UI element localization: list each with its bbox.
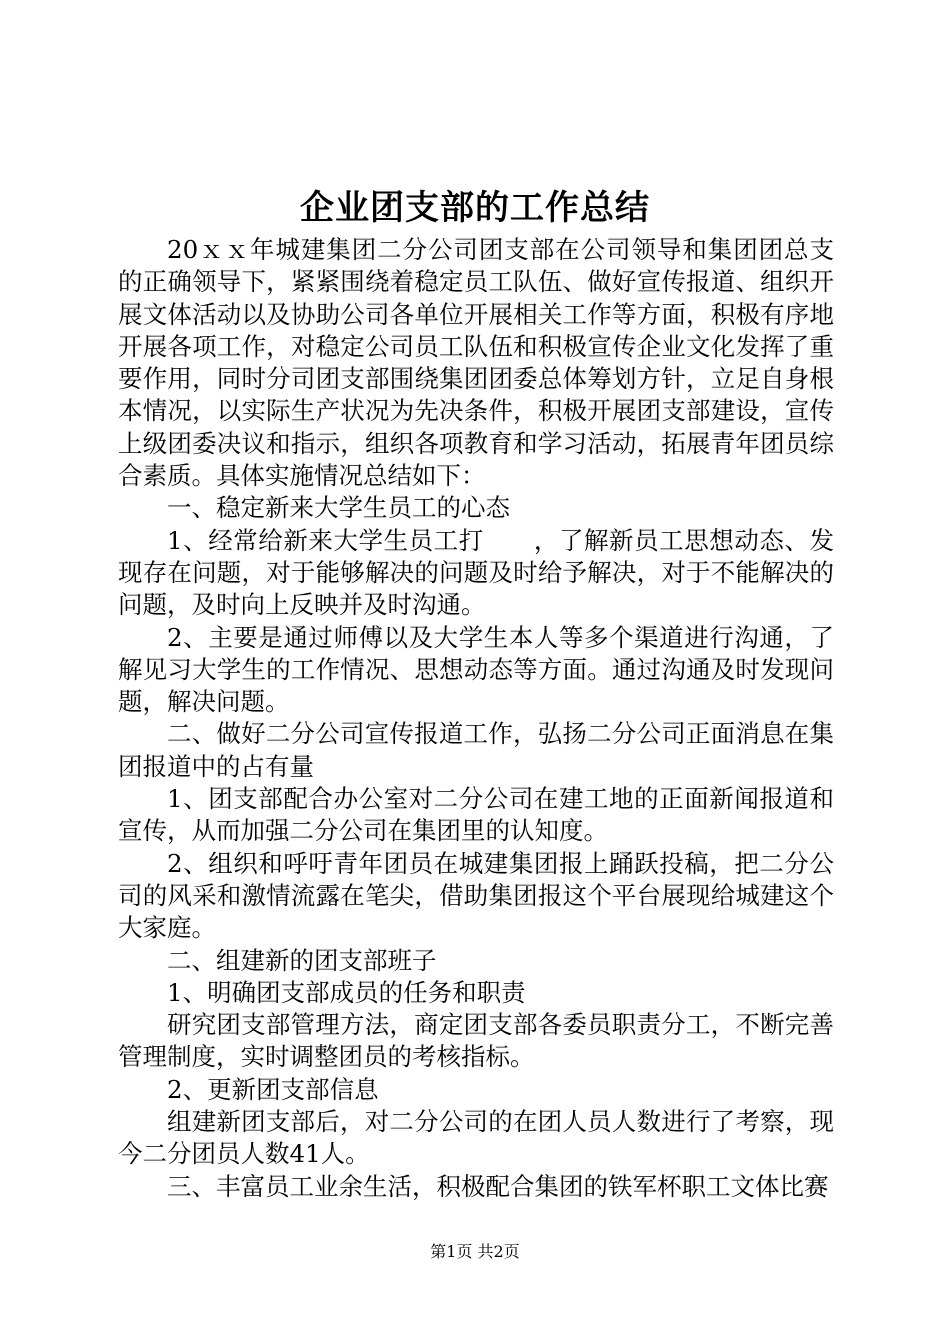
paragraph-2-2: 2、组织和呼吁青年团员在城建集团报上踊跃投稿，把二分公司的风采和激情流露在笔尖，借助集团报这个平台展现给城建这个大家庭。 <box>118 848 834 943</box>
document-title: 企业团支部的工作总结 <box>300 188 650 228</box>
paragraph-2-1: 1、团支部配合办公室对二分公司在建工地的正面新闻报道和宣传，从而加强二分公司在集团里的认知度。 <box>118 784 834 846</box>
subheading-3-2: 2、更新团支部信息 <box>167 1074 379 1104</box>
paragraph-3-1: 研究团支部管理方法，商定团支部各委员职责分工，不断完善管理制度，实时调整团员的考核指标。 <box>118 1010 834 1072</box>
paragraph-1-2: 2、主要是通过师傅以及大学生本人等多个渠道进行沟通，了解见习大学生的工作情况、思想动态等方面。通过沟通及时发现问题，解决问题。 <box>118 622 834 717</box>
section-heading-4: 三、丰富员工业余生活，积极配合集团的铁军杯职工文体比赛 <box>167 1171 829 1201</box>
section-heading-2: 二、做好二分公司宣传报道工作，弘扬二分公司正面消息在集团报道中的占有量 <box>118 719 834 781</box>
paragraph-intro: 20ｘｘ年城建集团二分公司团支部在公司领导和集团团总支的正确领导下，紧紧围绕着稳定员工队伍、做好宣传报道、组织开展文体活动以及协助公司各单位开展相关工作等方面，积极有序地开展各项工作，对稳定公司员工队伍和积极宣传企业文化发挥了重要作用，同时分司团支部围绕集团团委总体筹划方针，立足自身根本情况，以实际生产状况为先决条件，积极开展团支部建设，宣传上级团委决议和指示，组织各项教育和学习活动，拓展青年团员综合素质。具体实施情况总结如下： <box>118 235 834 491</box>
section-heading-1: 一、稳定新来大学生员工的心态 <box>167 493 510 523</box>
page-footer: 第1页 共2页 <box>430 1242 520 1261</box>
paragraph-3-2: 组建新团支部后，对二分公司的在团人员人数进行了考察，现今二分团员人数41人。 <box>118 1107 834 1169</box>
subheading-3-1: 1、明确团支部成员的任务和职责 <box>167 977 526 1007</box>
paragraph-1-1: 1、经常给新来大学生员工打 ，了解新员工思想动态、发现存在问题，对于能够解决的问题及时给予解决，对于不能解决的问题，及时向上反映并及时沟通。 <box>118 525 834 620</box>
document-body <box>118 234 834 1203</box>
section-heading-3: 二、组建新的团支部班子 <box>167 945 437 975</box>
